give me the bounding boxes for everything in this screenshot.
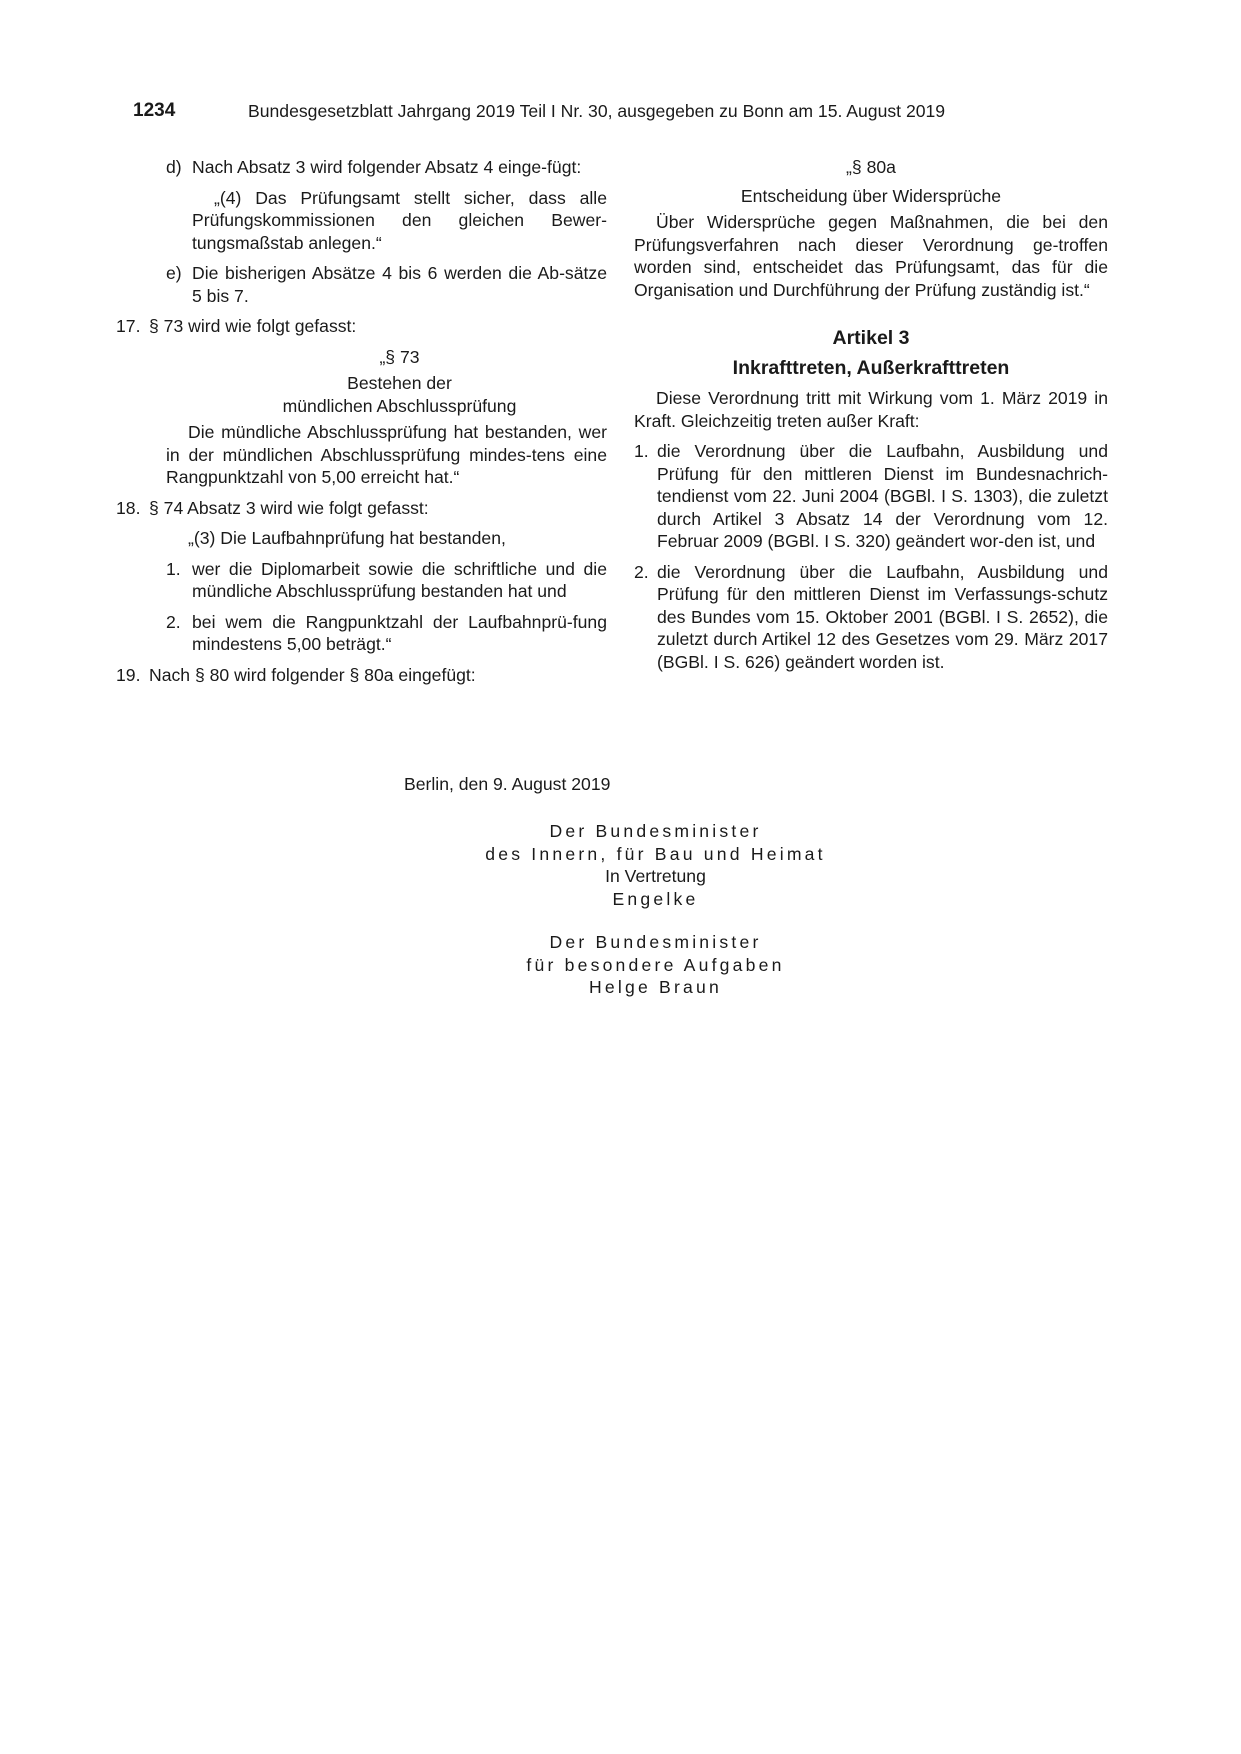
section-number: „§ 73 [379, 346, 420, 367]
section-body: Die mündliche Abschlussprüfung hat bestanden, wer in der mündlichen Abschlussprüfung mindes-tens eine Rangpunktzahl von 5,00 erreicht hat.“ [166, 422, 607, 487]
item-label: e) [166, 263, 182, 283]
list-item-19 [116, 664, 607, 687]
article-number: Artikel 3 [832, 327, 910, 349]
left-column [116, 156, 607, 694]
item-text: die Verordnung über die Laufbahn, Ausbildung und Prüfung für den mittleren Dienst im Verfassungs-schutz des Bundes vom 15. Oktober 2001 (BGBl. I S. 2652), die zuletzt durch Artikel 12 des Gesetzes vom 29. März 2017 (BGBl. I S. 626) geändert worden ist. [657, 561, 1108, 672]
item-label: 1. [166, 558, 181, 579]
quoted-paragraph: „(3) Die Laufbahnprüfung hat bestanden, [188, 528, 506, 548]
item-text: § 74 Absatz 3 wird wie folgt gefasst: [149, 497, 429, 518]
item-label: 2. [166, 611, 181, 632]
list-item-2 [133, 611, 607, 656]
item-text: Die bisherigen Absätze 4 bis 6 werden die Ab-sätze 5 bis 7. [192, 263, 607, 306]
item-text: § 73 wird wie folgt gefasst: [149, 316, 357, 336]
page-number: 1234 [133, 100, 176, 121]
section-body: Über Widersprüche gegen Maßnahmen, die bei den Prüfungsverfahren nach dieser Verordnung ge-troffen worden sind, entscheidet das Prüfungsamt, das für die Organisation und Durchführung der Prüfung zuständig ist.“ [634, 212, 1108, 300]
list-item-d [133, 156, 607, 179]
list-item-18 [116, 497, 607, 520]
item-label: 2. [634, 561, 649, 582]
article-title: Inkrafttreten, Außerkrafttreten [732, 357, 1010, 379]
item-text: Nach Absatz 3 wird folgender Absatz 4 einge-fügt: [192, 157, 582, 177]
article-intro: Diese Verordnung tritt mit Wirkung vom 1. März 2019 in Kraft. Gleichzeitig treten außer Kraft: [634, 388, 1108, 431]
list-item-1 [634, 440, 1108, 553]
signatory-capacity: In Vertretung [605, 866, 706, 886]
item-text: die Verordnung über die Laufbahn, Ausbildung und Prüfung für den mittleren Dienst im Bundesnachrich-tendienst vom 22. Juni 2004 (BGBl. I S. 1303), die zuletzt durch Artikel 3 Absatz 14 der Verordnung vom 12. Februar 2009 (BGBl. I S. 320) geändert wor-den ist, und [657, 441, 1108, 551]
running-header: Bundesgesetzblatt Jahrgang 2019 Teil I Nr. 30, ausgegeben zu Bonn am 15. August 2019 [248, 101, 946, 121]
section-title: Entscheidung über Widersprüche [740, 185, 1002, 206]
signatory-name: Engelke [612, 888, 699, 909]
signatory-name: Helge Braun [588, 977, 722, 997]
list-item-17 [116, 315, 607, 338]
quote-text: „(4) Das Prüfungsamt stellt sicher, dass alle Prüfungskommissionen den gleichen Bewer-tungsmaßstab anlegen.“ [192, 187, 607, 253]
signatory-title: für besondere Aufgaben [526, 954, 785, 975]
signature-block-1 [0, 820, 1241, 910]
section-title [133, 372, 607, 417]
list-item-1 [133, 558, 607, 603]
item-text: wer die Diplomarbeit sowie die schriftliche und die mündliche Abschlussprüfung bestanden hat und [192, 558, 607, 601]
section-number: „§ 80a [846, 157, 896, 177]
section-title-line: Bestehen der [347, 373, 452, 393]
item-label: d) [166, 157, 182, 177]
place-date: Berlin, den 9. August 2019 [404, 774, 611, 794]
quoted-paragraph [133, 187, 607, 255]
item-text: bei wem die Rangpunktzahl der Laufbahnprü-fung mindestens 5,00 beträgt.“ [192, 611, 607, 654]
list-item-2 [634, 561, 1108, 674]
item-label: 17. [116, 316, 141, 336]
item-label: 1. [634, 441, 649, 461]
signatory-title: Der Bundesminister [549, 821, 762, 841]
signatory-title: des Innern, für Bau und Heimat [485, 843, 826, 864]
right-column [634, 156, 1108, 681]
list-item-e [133, 262, 607, 307]
section-title-line: mündlichen Abschlussprüfung [282, 395, 517, 416]
signatory-title: Der Bundesminister [549, 932, 762, 952]
signature-block-2 [0, 931, 1241, 999]
item-label: 19. [116, 664, 141, 685]
item-text: Nach § 80 wird folgender § 80a eingefügt: [149, 664, 476, 685]
item-label: 18. [116, 497, 141, 518]
